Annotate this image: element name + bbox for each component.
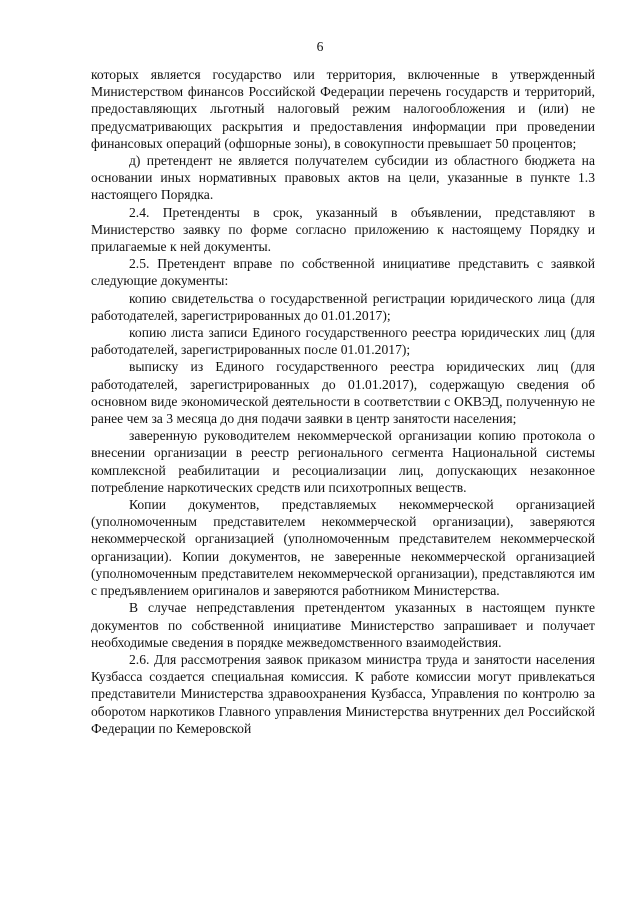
paragraph: копию свидетельства о государственной регистрации юридического лица (для работодателей, зарегистрированных до 01.01.2017); bbox=[91, 290, 595, 323]
paragraph: заверенную руководителем некоммерческой организации копию протокола о внесении организации в реестр регионального сегмента Национальной системы комплексной реабилитации и ресоциализации лиц, допускающих незаконное потребление наркотических средств или психотропных веществ. bbox=[91, 428, 595, 495]
paragraph: 2.4. Претенденты в срок, указанный в объявлении, представляют в Министерство заявку по форме согласно приложению к настоящему Порядку и прилагаемые к ней документы. bbox=[91, 204, 595, 255]
paragraph: д) претендент не является получателем субсидии из областного бюджета на основании иных нормативных правовых актов на цели, указанные в пункте 1.3 настоящего Порядка. bbox=[91, 153, 595, 203]
paragraph: копию листа записи Единого государственного реестра юридических лиц (для работодателей, зарегистрированных после 01.01.2017); bbox=[91, 325, 595, 358]
paragraph: 2.6. Для рассмотрения заявок приказом министра труда и занятости населения Кузбасса создается специальная комиссия. К работе комиссии могут привлекаться представители Министерства здравоохранения Кузбасса, Управления по контролю за оборотом наркотиков Главного управления Министерства внутренних дел Российской Федерации по Кемеровской bbox=[91, 651, 595, 736]
paragraph: которых является государство или территория, включенные в утвержденный Министерством финансов Российской Федерации перечень государств и территорий, предоставляющих льготный налоговый режим налогообложения и (или) не предусматривающих раскрытия и предоставления информации при проведении финансовых операций (офшорные зоны), в совокупности превышает 50 процентов; bbox=[91, 67, 595, 151]
paragraph: Копии документов, представляемых некоммерческой организацией (уполномоченным представителем некоммерческой организации), заверяются некоммерческой организацией (уполномоченным представителем некоммерческой организации). Копии документов, не заверенные некоммерческой организацией (уполномоченным представителем некоммерческой организации), представляются им с предъявлением оригиналов и заверяются работником Министерства. bbox=[91, 497, 595, 599]
paragraph: выписку из Единого государственного реестра юридических лиц (для работодателей, зарегистрированных до 01.01.2017), содержащую сведения об основном виде экономической деятельности в соответствии с ОКВЭД, полученную не ранее чем за 3 месяца до дня подачи заявки в центр занятости населения; bbox=[91, 359, 595, 427]
document-body bbox=[91, 66, 595, 737]
paragraph: В случае непредставления претендентом указанных в настоящем пункте документов по собственной инициативе Министерство запрашивает и получает необходимые сведения в порядке межведомственного взаимодействия. bbox=[91, 600, 595, 650]
page-number: 6 bbox=[316, 39, 324, 54]
paragraph: 2.5. Претендент вправе по собственной инициативе представить с заявкой следующие документы: bbox=[91, 256, 595, 289]
